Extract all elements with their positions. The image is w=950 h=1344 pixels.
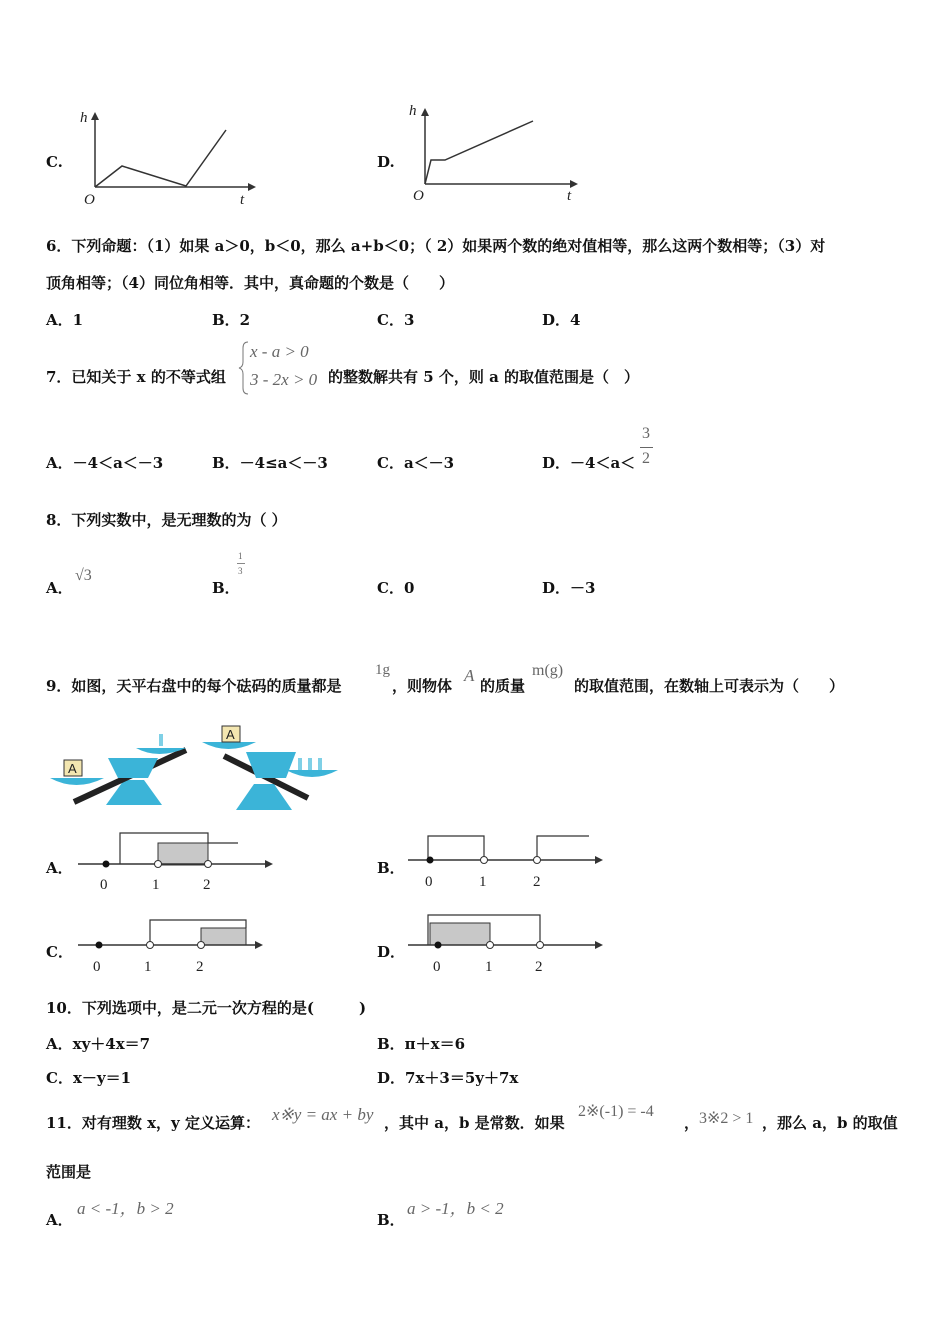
graph-d-h: h <box>409 103 417 119</box>
balance-left <box>50 734 186 805</box>
q9-numberline-b <box>400 825 610 900</box>
q9b-tick-2: 2 <box>533 874 541 890</box>
q6-option-c[interactable]: C．3 <box>377 311 415 329</box>
q11-option-b[interactable]: B． <box>377 1211 405 1229</box>
q11-stem-prefix: 11．对有理数 x，y 定义运算： <box>46 1114 260 1132</box>
graph-c-line <box>95 130 226 187</box>
graph-d-t: t <box>567 188 572 204</box>
q9c-tick-1: 1 <box>144 959 152 975</box>
q11-comma: ， <box>684 1114 700 1132</box>
q8-option-b-bar <box>237 563 245 564</box>
q8-option-b-den: 3 <box>238 566 243 576</box>
balance-right <box>202 726 338 810</box>
graph-d <box>400 98 590 208</box>
balance-left-object: A <box>68 761 77 776</box>
q7-frac-bar <box>640 447 653 448</box>
q7-frac-den: 2 <box>642 450 650 467</box>
q9-mass: m(g) <box>532 662 564 679</box>
q6-stem-line1: 6．下列命题：（1）如果 a＞0，b＜0，那么 a+b＜0；（ 2）如果两个数的绝对值相等，那么这两个数相等；（3）对 <box>46 237 826 255</box>
q8-option-c[interactable]: C．0 <box>377 579 415 597</box>
option-c-label: C. <box>46 153 63 171</box>
q11-stem-suffix: ，那么 a，b 的取值 <box>762 1114 898 1132</box>
graph-d-o: O <box>413 188 424 204</box>
q8-option-a[interactable]: A． <box>46 579 73 597</box>
q6-option-b[interactable]: B．2 <box>212 311 251 329</box>
q9a-tick-1: 1 <box>152 877 160 893</box>
q9-stem-suffix: 的取值范围，在数轴上可表示为（ ） <box>574 677 845 695</box>
q9d-tick-0: 0 <box>433 959 441 975</box>
q7-stem-suffix: 的整数解共有 5 个，则 a 的取值范围是（ ） <box>328 368 640 386</box>
q9-stem-prefix: 9．如图，天平右盘中的每个砝码的质量都是 <box>46 677 342 695</box>
q9-numberline-d <box>400 905 610 980</box>
q11-option-a[interactable]: A． <box>46 1211 73 1229</box>
q6-stem-line2: 顶角相等；（4）同位角相等．其中，真命题的个数是（ ） <box>46 274 454 292</box>
q7-option-a[interactable]: A．－4＜a＜－3 <box>46 454 164 472</box>
q6-option-d[interactable]: D．4 <box>542 311 581 329</box>
q9-stem-mid1: ，则物体 <box>392 677 453 695</box>
graph-c <box>70 100 260 210</box>
q10-option-d[interactable]: D．7x＋3＝5y＋7x <box>377 1069 519 1087</box>
graph-d-line <box>425 121 533 184</box>
q11-option-a-math: a < -1，b > 2 <box>77 1199 174 1218</box>
q9-unit: 1g <box>375 662 390 678</box>
q9a-tick-0: 0 <box>100 877 108 893</box>
q9b-tick-1: 1 <box>479 874 487 890</box>
q7-option-c[interactable]: C．a＜－3 <box>377 454 455 472</box>
graph-c-h: h <box>80 110 88 126</box>
q7-option-d[interactable]: D．－4＜a＜ <box>542 454 636 472</box>
q7-frac-num: 3 <box>642 425 650 442</box>
q10-option-c[interactable]: C．x－y＝1 <box>46 1069 132 1087</box>
q9-option-c[interactable]: C． <box>46 943 73 961</box>
q11-stem-mid: ，其中 a，b 是常数．如果 <box>384 1114 565 1132</box>
q9-option-b[interactable]: B． <box>377 859 405 877</box>
q9b-tick-0: 0 <box>425 874 433 890</box>
q10-option-b[interactable]: B．π＋x＝6 <box>377 1035 466 1053</box>
q7-option-b[interactable]: B．－4≤a＜－3 <box>212 454 328 472</box>
q10-stem: 10．下列选项中，是二元一次方程的是( ) <box>46 999 367 1017</box>
q11-stem-line2: 范围是 <box>46 1163 92 1181</box>
q11-definition: x※y = ax + by <box>272 1105 374 1124</box>
q9-option-a[interactable]: A． <box>46 859 73 877</box>
q11-option-b-math: a > -1，b < 2 <box>407 1199 504 1218</box>
graph-c-t: t <box>240 192 245 208</box>
q8-option-d[interactable]: D．－3 <box>542 579 596 597</box>
q7-stem-prefix: 7．已知关于 x 的不等式组 <box>46 368 226 386</box>
q8-option-a-math: √3 <box>75 567 92 584</box>
balance-figure <box>46 720 346 815</box>
q11-condition-2: 3※2 > 1 <box>699 1110 754 1127</box>
q9-numberline-a <box>70 825 280 900</box>
graph-c-o: O <box>84 192 95 208</box>
q11-condition-1: 2※(-1) = -4 <box>578 1103 654 1120</box>
q10-option-a[interactable]: A．xy＋4x＝7 <box>46 1035 151 1053</box>
q9c-tick-2: 2 <box>196 959 204 975</box>
q9a-tick-2: 2 <box>203 877 211 893</box>
balance-right-object: A <box>226 727 235 742</box>
q9-option-d[interactable]: D． <box>377 943 406 961</box>
q9d-tick-2: 2 <box>535 959 543 975</box>
q8-option-b-num: 1 <box>238 551 243 561</box>
q9-stem-mid2: 的质量 <box>480 677 526 695</box>
q6-option-a[interactable]: A．1 <box>46 311 84 329</box>
q8-option-b[interactable]: B． <box>212 579 240 597</box>
q8-stem: 8．下列实数中，是无理数的为（ ） <box>46 511 287 529</box>
q7-brace <box>238 340 250 396</box>
option-d-label: D. <box>377 153 395 171</box>
q9c-tick-0: 0 <box>93 959 101 975</box>
q9d-tick-1: 1 <box>485 959 493 975</box>
q9-object: A <box>464 666 475 685</box>
q7-system-line1: x - a > 0 <box>250 342 309 361</box>
q9-numberline-c <box>70 910 280 985</box>
q7-system-line2: 3 - 2x > 0 <box>250 370 318 389</box>
